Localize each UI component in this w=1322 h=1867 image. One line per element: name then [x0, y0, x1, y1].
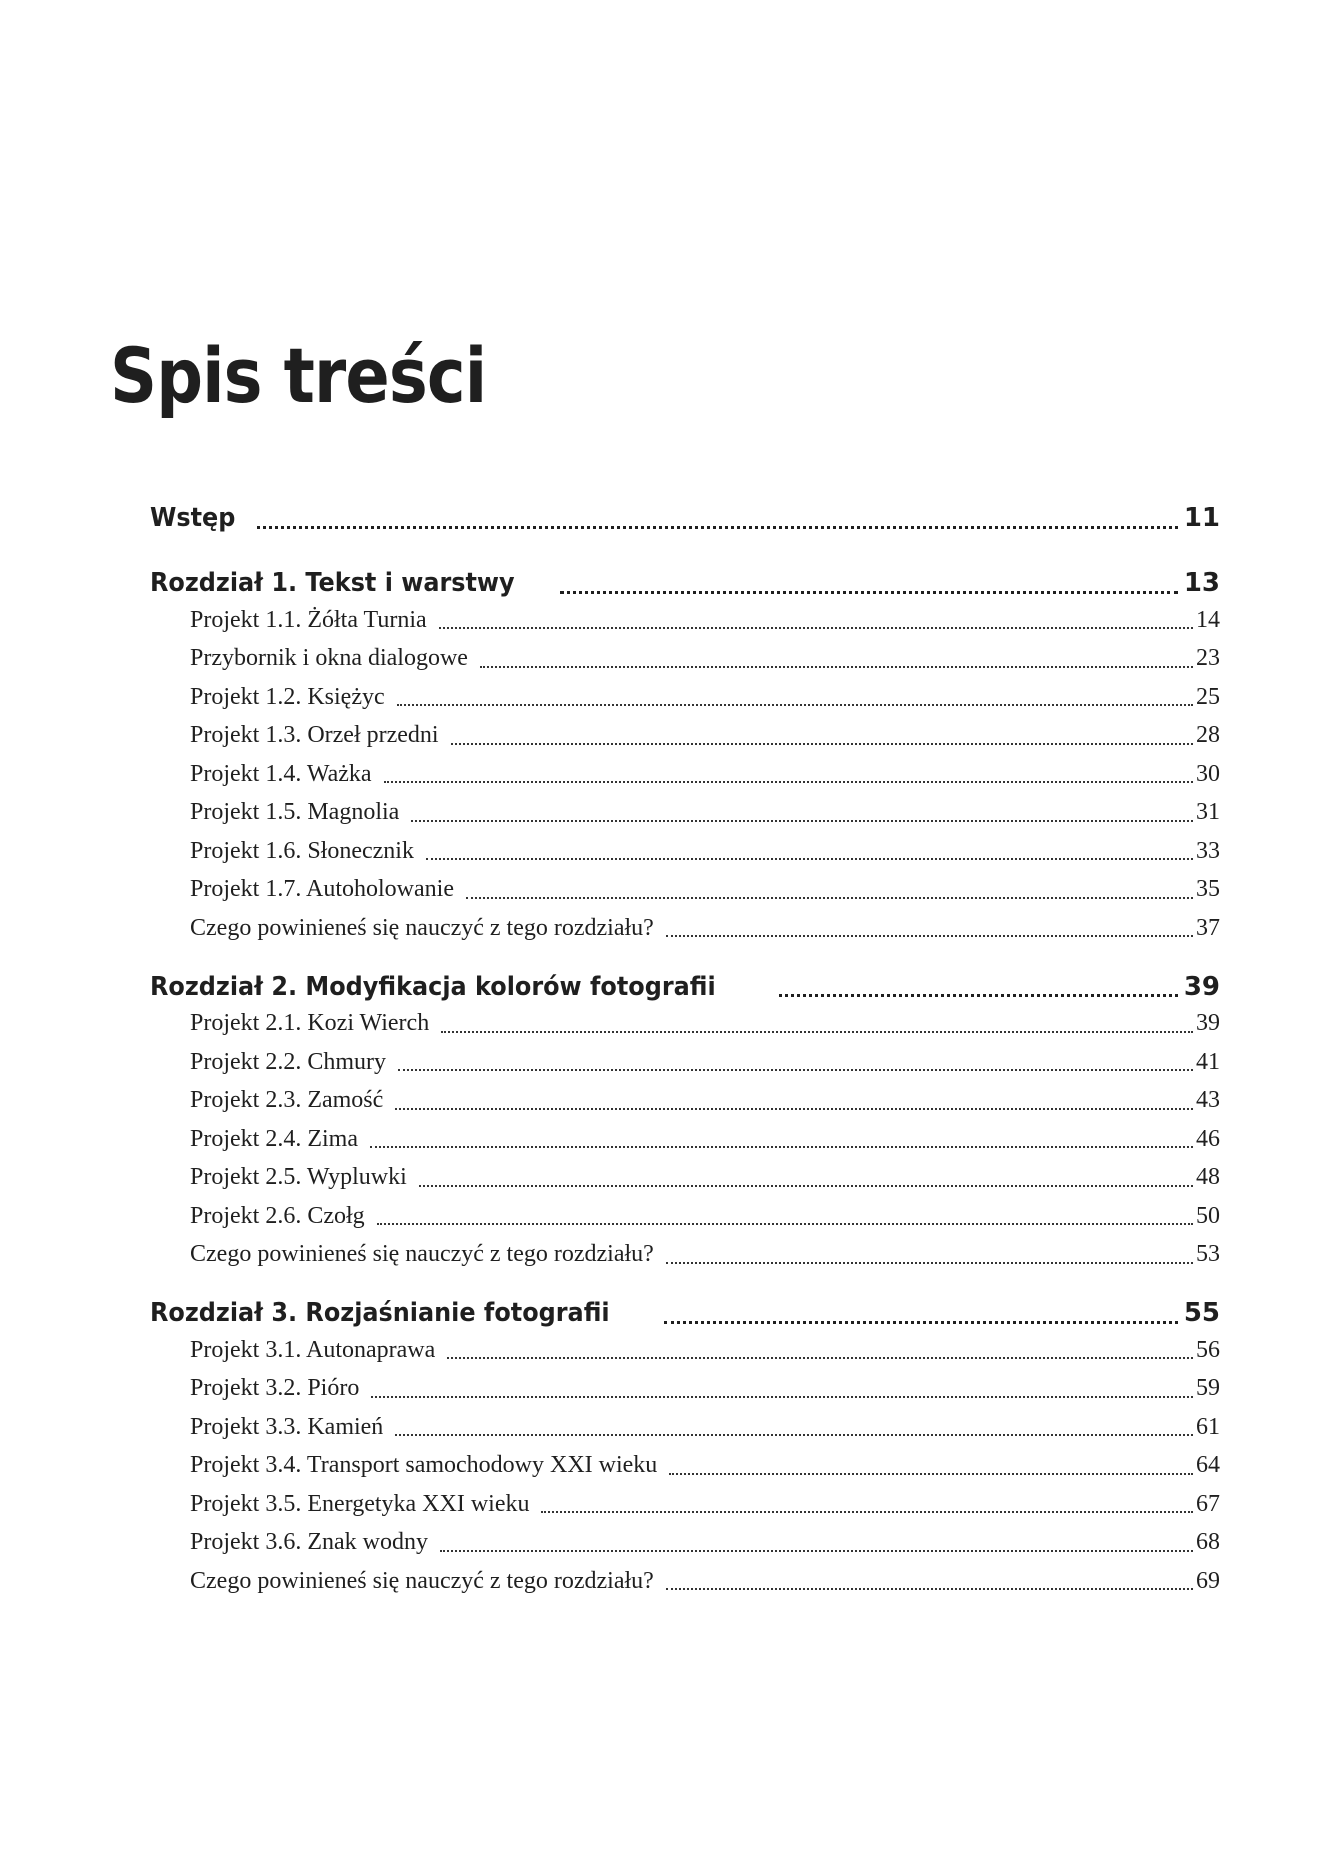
- toc-chapter-page-number: 39: [1183, 971, 1220, 1002]
- dot-leader: [411, 804, 1193, 822]
- dot-leader: [395, 1418, 1193, 1436]
- toc-entry-list: [150, 601, 1220, 948]
- toc-entry-row[interactable]: [150, 640, 1220, 679]
- dot-leader: [441, 1015, 1193, 1033]
- dot-leader: [377, 1207, 1193, 1225]
- toc-entry-title: Projekt 1.6. Słonecznik: [190, 837, 414, 864]
- toc-entry-row[interactable]: [150, 871, 1220, 910]
- toc-entry-row[interactable]: [150, 909, 1220, 948]
- toc-entry-title: Projekt 2.3. Zamość: [190, 1087, 384, 1114]
- toc-entry-row[interactable]: [150, 1005, 1220, 1044]
- toc-entry-row[interactable]: [150, 1524, 1220, 1563]
- toc-chapter-title: Rozdział 1. Tekst i warstwy: [150, 568, 515, 598]
- toc-entry-row[interactable]: [150, 1447, 1220, 1486]
- toc-entry-row[interactable]: [150, 1197, 1220, 1236]
- toc-entry-page-number: 23: [1196, 645, 1220, 672]
- toc-entry-row[interactable]: [150, 1043, 1220, 1082]
- toc-chapter: [150, 1287, 1220, 1601]
- toc-chapter: [150, 557, 1220, 948]
- toc-entry-title: Projekt 3.4. Transport samochodowy XXI wieku: [190, 1452, 658, 1479]
- toc-entry-page-number: 56: [1196, 1336, 1220, 1363]
- toc-entry-title: Projekt 1.4. Ważka: [190, 760, 372, 787]
- dot-leader: [669, 1457, 1193, 1475]
- dot-leader: [664, 1303, 1178, 1324]
- toc-entry-title: Projekt 3.6. Znak wodny: [190, 1529, 428, 1556]
- dot-leader: [447, 1341, 1193, 1359]
- toc-chapter-page-number: 13: [1183, 568, 1220, 598]
- table-of-contents: [150, 492, 1220, 1614]
- toc-entry-title: Przybornik i okna dialogowe: [190, 645, 468, 672]
- toc-entry-row[interactable]: [150, 794, 1220, 833]
- toc-entry-row[interactable]: [150, 755, 1220, 794]
- dot-leader: [371, 1380, 1193, 1398]
- toc-chapter-row[interactable]: [150, 492, 1220, 544]
- toc-entry-row[interactable]: [150, 1408, 1220, 1447]
- toc-entry-page-number: 28: [1196, 722, 1220, 749]
- dot-leader: [666, 1246, 1193, 1264]
- toc-entry-title: Czego powinieneś się nauczyć z tego rozdziału?: [190, 914, 654, 941]
- toc-entry-row[interactable]: [150, 678, 1220, 717]
- toc-entry-title: Projekt 1.1. Żółta Turnia: [190, 606, 427, 633]
- toc-entry-title: Projekt 2.5. Wypluwki: [190, 1164, 407, 1191]
- toc-entry-list: [150, 1331, 1220, 1601]
- toc-chapter-page-number: 55: [1183, 1298, 1220, 1328]
- dot-leader: [666, 1572, 1193, 1590]
- dot-leader: [439, 611, 1193, 629]
- dot-leader: [384, 765, 1193, 783]
- toc-entry-page-number: 25: [1196, 683, 1220, 710]
- toc-entry-page-number: 37: [1196, 914, 1220, 941]
- dot-leader: [480, 650, 1193, 668]
- toc-entry-title: Projekt 3.5. Energetyka XXI wieku: [190, 1490, 530, 1517]
- toc-chapter: [150, 492, 1220, 544]
- toc-entry-page-number: 67: [1196, 1490, 1220, 1517]
- toc-entry-title: Projekt 2.4. Zima: [190, 1125, 358, 1152]
- toc-entry-list: [150, 1005, 1220, 1275]
- dot-leader: [779, 976, 1178, 997]
- toc-entry-page-number: 30: [1196, 760, 1220, 787]
- toc-entry-title: Projekt 2.1. Kozi Wierch: [190, 1010, 430, 1037]
- toc-chapter-title: Rozdział 2. Modyfikacja kolorów fotografii: [150, 971, 716, 1002]
- toc-entry-page-number: 48: [1196, 1164, 1220, 1191]
- toc-entry-page-number: 64: [1196, 1452, 1220, 1479]
- toc-entry-page-number: 68: [1196, 1529, 1220, 1556]
- dot-leader: [395, 1092, 1193, 1110]
- dot-leader: [440, 1534, 1193, 1552]
- toc-entry-title: Projekt 1.5. Magnolia: [190, 799, 400, 826]
- toc-chapter: [150, 961, 1220, 1275]
- toc-entry-row[interactable]: [150, 832, 1220, 871]
- toc-entry-row[interactable]: [150, 1159, 1220, 1198]
- toc-entry-title: Projekt 3.1. Autonaprawa: [190, 1336, 436, 1363]
- toc-entry-page-number: 43: [1196, 1087, 1220, 1114]
- toc-entry-title: Projekt 1.2. Księżyc: [190, 683, 385, 710]
- dot-leader: [560, 573, 1177, 594]
- toc-entry-row[interactable]: [150, 1370, 1220, 1409]
- toc-entry-page-number: 33: [1196, 837, 1220, 864]
- toc-entry-row[interactable]: [150, 601, 1220, 640]
- toc-entry-page-number: 50: [1196, 1202, 1220, 1229]
- dot-leader: [666, 919, 1193, 937]
- toc-entry-title: Projekt 1.3. Orzeł przedni: [190, 722, 439, 749]
- toc-entry-row[interactable]: [150, 1562, 1220, 1601]
- toc-entry-page-number: 14: [1196, 606, 1220, 633]
- toc-entry-title: Projekt 2.2. Chmury: [190, 1048, 386, 1075]
- toc-entry-title: Czego powinieneś się nauczyć z tego rozdziału?: [190, 1241, 654, 1268]
- toc-entry-page-number: 31: [1196, 799, 1220, 826]
- toc-chapter-page-number: 11: [1183, 503, 1220, 533]
- dot-leader: [419, 1169, 1193, 1187]
- toc-entry-row[interactable]: [150, 1485, 1220, 1524]
- toc-entry-title: Projekt 3.2. Pióro: [190, 1375, 360, 1402]
- toc-entry-row[interactable]: [150, 1236, 1220, 1275]
- toc-entry-page-number: 46: [1196, 1125, 1220, 1152]
- toc-entry-title: Projekt 3.3. Kamień: [190, 1413, 384, 1440]
- toc-chapter-title: Rozdział 3. Rozjaśnianie fotografii: [150, 1298, 610, 1328]
- dot-leader: [257, 508, 1178, 529]
- toc-entry-row[interactable]: [150, 717, 1220, 756]
- toc-entry-title: Projekt 2.6. Czołg: [190, 1202, 365, 1229]
- toc-entry-page-number: 53: [1196, 1241, 1220, 1268]
- dot-leader: [398, 1053, 1193, 1071]
- dot-leader: [370, 1130, 1193, 1148]
- toc-entry-title: Czego powinieneś się nauczyć z tego rozdziału?: [190, 1567, 654, 1594]
- toc-entry-page-number: 39: [1196, 1010, 1220, 1037]
- dot-leader: [451, 727, 1193, 745]
- dot-leader: [397, 688, 1193, 706]
- dot-leader: [541, 1495, 1193, 1513]
- toc-entry-row[interactable]: [150, 1331, 1220, 1370]
- toc-entry-row[interactable]: [150, 1082, 1220, 1121]
- dot-leader: [426, 842, 1193, 860]
- toc-entry-row[interactable]: [150, 1120, 1220, 1159]
- toc-entry-page-number: 69: [1196, 1567, 1220, 1594]
- toc-entry-page-number: 61: [1196, 1413, 1220, 1440]
- toc-entry-page-number: 59: [1196, 1375, 1220, 1402]
- toc-entry-page-number: 35: [1196, 876, 1220, 903]
- toc-entry-title: Projekt 1.7. Autoholowanie: [190, 876, 454, 903]
- dot-leader: [466, 881, 1193, 899]
- page-title: Spis treści: [110, 331, 487, 420]
- toc-entry-page-number: 41: [1196, 1048, 1220, 1075]
- toc-chapter-title: Wstęp: [150, 503, 236, 533]
